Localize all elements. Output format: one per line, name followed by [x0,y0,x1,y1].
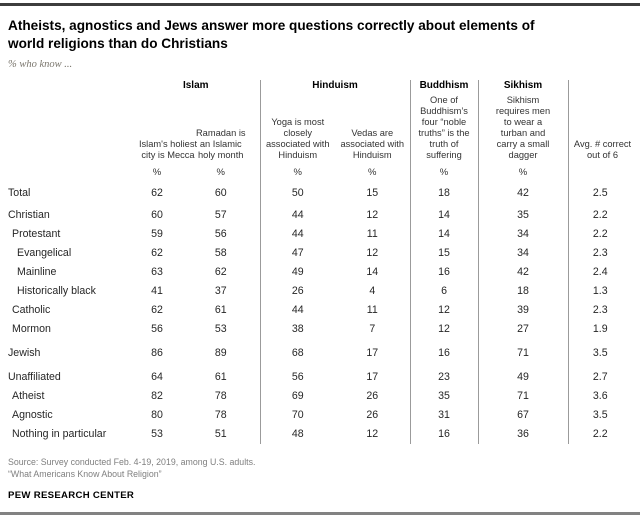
cell-value: 44 [291,228,304,241]
unit-row-spacer [8,165,132,182]
source-note-line2: “What Americans Know About Religion” [8,469,162,480]
cell-value: 1.9 [592,323,608,336]
column-header-spacer [8,95,132,165]
column-header-noble-truths: One of Buddhism’s four “noble truths” is the truth of suffering [410,95,478,165]
cell-value: 61 [182,363,260,387]
cell-value: 82 [151,390,163,403]
cell-value: 35 [410,387,478,406]
cell-value: 11 [335,225,410,244]
cell-value: 62 [151,304,163,317]
top-rule [0,3,640,6]
cell-value: 62 [151,247,163,260]
table-row-nothing-in-particular [8,425,632,444]
row-label: Atheist [12,390,45,403]
table-body [8,182,632,444]
cell-value: 11 [335,301,410,320]
cell-value: 69 [291,390,304,403]
cell-value: 14 [335,263,410,282]
figure-subtitle: % who know ... [8,58,73,70]
cell-value: 31 [410,406,478,425]
cell-value: 44 [291,304,304,317]
figure-title: Atheists, agnostics and Jews answer more questions correctly about elements of world religions than do Christians [8,18,535,51]
unit-label: % [182,165,260,182]
cell-value: 16 [410,425,478,444]
cell-value: 44 [291,209,304,222]
bottom-rule [0,512,640,515]
cell-value: 12 [335,201,410,225]
cell-value: 16 [410,339,478,363]
cell-value: 56 [182,225,260,244]
cell-value: 35 [478,201,568,225]
table-row-catholic [8,301,632,320]
group-header-spacer [8,80,132,95]
row-label: Total [8,186,31,199]
cell-value: 1.3 [592,285,608,298]
row-label: Catholic [12,304,51,317]
cell-value: 18 [410,182,478,201]
unit-label: % [335,165,410,182]
cell-value: 2.2 [592,428,608,441]
cell-value: 12 [410,301,478,320]
cell-value: 14 [410,201,478,225]
group-header-row [8,80,632,95]
row-label: Historically black [17,285,96,298]
row-label: Mainline [17,266,57,279]
cell-value: 2.3 [592,304,608,317]
cell-value: 56 [151,323,163,336]
cell-value: 48 [291,428,304,441]
cell-value: 12 [335,244,410,263]
cell-value: 2.2 [592,209,608,222]
column-header-turban-dagger: Sikhism requires men to wear a turban and carry a small dagger [478,95,568,165]
cell-value: 34 [478,225,568,244]
cell-value: 12 [335,425,410,444]
table-row-christian [8,201,632,225]
cell-value: 26 [335,406,410,425]
cell-value: 17 [335,339,410,363]
cell-value: 3.5 [592,409,608,422]
cell-value: 42 [478,263,568,282]
table-row-atheist [8,387,632,406]
cell-value: 68 [291,347,304,360]
cell-value: 57 [182,201,260,225]
table-row-agnostic [8,406,632,425]
column-header-mecca: Islam's holiest city is Mecca [138,138,198,160]
cell-value: 71 [478,387,568,406]
cell-value: 23 [410,363,478,387]
table-row-mainline [8,263,632,282]
table-row-jewish [8,339,632,363]
cell-value: 15 [335,182,410,201]
cell-value: 3.6 [592,390,608,403]
row-label: Unaffiliated [8,371,61,384]
table-row-evangelical [8,244,632,263]
group-header-avg-spacer [568,80,632,95]
row-label: Protestant [12,228,61,241]
table-row-historically-black [8,282,632,301]
cell-value: 60 [182,182,260,201]
cell-value: 56 [291,371,304,384]
cell-value: 63 [151,266,163,279]
cell-value: 71 [478,339,568,363]
cell-value: 2.3 [592,247,608,260]
cell-value: 62 [151,186,163,199]
cell-value: 78 [182,387,260,406]
cell-value: 47 [291,247,304,260]
column-header-row [8,95,632,165]
column-header-vedas: Vedas are associated with Hinduism [335,95,410,165]
unit-label [568,165,632,182]
cell-value: 58 [182,244,260,263]
group-header-hinduism: Hinduism [260,80,410,95]
row-label: Christian [8,209,50,222]
group-header-islam: Islam [132,80,260,95]
cell-value: 61 [182,301,260,320]
figure-footer [8,456,632,502]
cell-value: 14 [410,225,478,244]
row-label: Nothing in particular [12,428,107,441]
source-note-line1: Source: Survey conducted Feb. 4-19, 2019, among U.S. adults. [8,456,256,467]
cell-value: 42 [478,182,568,201]
cell-value: 50 [291,186,304,199]
table-row-total [8,182,632,201]
table-row-mormon [8,320,632,339]
unit-label: % [478,165,568,182]
row-label: Agnostic [12,409,53,422]
cell-value: 26 [335,387,410,406]
cell-value: 16 [410,263,478,282]
unit-row [8,165,632,182]
cell-value: 6 [410,282,478,301]
row-label: Mormon [12,323,51,336]
group-header-buddhism: Buddhism [410,80,478,95]
cell-value: 2.7 [592,371,608,384]
cell-value: 7 [335,320,410,339]
pew-research-center-wordmark: PEW RESEARCH CENTER [8,490,135,502]
cell-value: 89 [182,339,260,363]
cell-value: 49 [291,266,304,279]
row-label: Evangelical [17,247,72,260]
cell-value: 38 [291,323,304,336]
cell-value: 12 [410,320,478,339]
cell-value: 2.2 [592,228,608,241]
cell-value: 2.4 [592,266,608,279]
cell-value: 39 [478,301,568,320]
column-header-avg-correct: Avg. # correct out of 6 [573,138,632,160]
cell-value: 36 [478,425,568,444]
row-label: Jewish [8,347,41,360]
cell-value: 53 [151,428,163,441]
cell-value: 59 [151,228,163,241]
column-header-ramadan: Ramadan is an Islamic holy month [182,95,260,165]
table-row-unaffiliated [8,363,632,387]
cell-value: 78 [182,406,260,425]
cell-value: 86 [151,347,163,360]
unit-label: % [152,166,162,178]
group-header-sikhism: Sikhism [478,80,568,95]
cell-value: 49 [478,363,568,387]
cell-value: 62 [182,263,260,282]
cell-value: 2.5 [592,186,608,199]
cell-value: 34 [478,244,568,263]
cell-value: 3.5 [592,347,608,360]
unit-label: % [410,165,478,182]
cell-value: 64 [151,371,163,384]
religion-knowledge-table [8,80,632,444]
cell-value: 15 [410,244,478,263]
cell-value: 80 [151,409,163,422]
cell-value: 53 [182,320,260,339]
cell-value: 67 [478,406,568,425]
cell-value: 18 [478,282,568,301]
cell-value: 60 [151,209,163,222]
cell-value: 4 [335,282,410,301]
table-row-protestant [8,225,632,244]
cell-value: 51 [182,425,260,444]
cell-value: 27 [478,320,568,339]
cell-value: 17 [335,363,410,387]
cell-value: 26 [291,285,304,298]
cell-value: 41 [151,285,163,298]
column-header-yoga: Yoga is most closely associated with Hinduism [265,116,330,160]
unit-label: % [293,166,302,178]
cell-value: 70 [291,409,304,422]
cell-value: 37 [182,282,260,301]
